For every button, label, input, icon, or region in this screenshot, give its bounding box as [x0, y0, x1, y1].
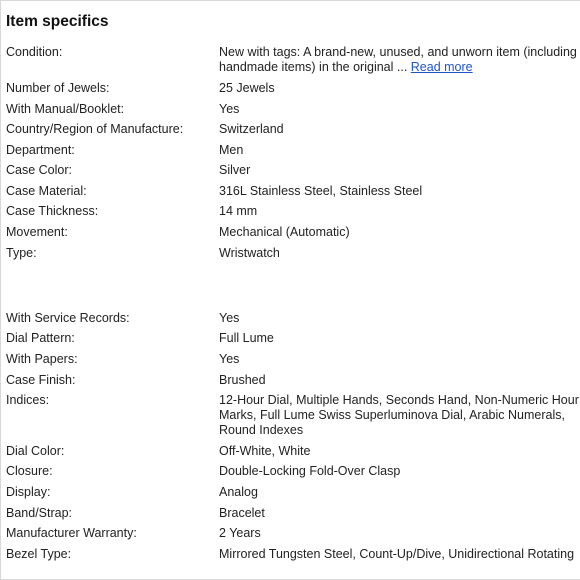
spec-label-country-of-manufacture: Country/Region of Manufacture: [6, 122, 184, 136]
spec-value-case-color: Silver [219, 163, 251, 177]
spec-value-with-papers: Yes [219, 352, 240, 366]
spec-label-with-service-records: With Service Records: [6, 311, 130, 325]
spec-label-closure: Closure: [6, 464, 53, 478]
spec-label-case-thickness: Case Thickness: [6, 204, 99, 218]
spec-value-movement: Mechanical (Automatic) [219, 225, 350, 239]
spec-label-with-papers: With Papers: [6, 352, 78, 366]
spec-label-department: Department: [6, 143, 75, 157]
read-more-link[interactable]: Read more [410, 60, 473, 74]
spec-label-dial-color: Dial Color: [6, 444, 65, 458]
spec-value-country-of-manufacture: Switzerland [219, 122, 284, 136]
spec-label-bezel-type: Bezel Type: [6, 547, 72, 561]
spec-value-manufacturer-warranty: 2 Years [219, 526, 261, 540]
spec-label-with-manual-booklet: With Manual/Booklet: [6, 102, 125, 116]
spec-value-type: Wristwatch [219, 246, 280, 260]
spec-value-dial-color: Off-White, White [219, 444, 311, 458]
spec-value-condition [219, 45, 580, 75]
spec-label-indices: Indices: [6, 393, 50, 407]
spec-label-movement: Movement: [6, 225, 68, 239]
indices-text-line-2: Marks, Full Lume Swiss Superluminova Dial, Arabic Numerals, [219, 408, 565, 422]
spec-label-type: Type: [6, 246, 37, 260]
spec-label-dial-pattern: Dial Pattern: [6, 331, 75, 345]
condition-text-line-1: New with tags: A brand-new, unused, and unworn item (including [219, 45, 577, 59]
spec-value-closure: Double-Locking Fold-Over Clasp [219, 464, 401, 478]
spec-value-with-service-records: Yes [219, 311, 240, 325]
spec-label-number-of-jewels: Number of Jewels: [6, 81, 110, 95]
spec-value-indices [219, 393, 580, 438]
spec-value-band-strap: Bracelet [219, 506, 265, 520]
spec-value-case-thickness: 14 mm [219, 204, 258, 218]
indices-text-line-3: Round Indexes [219, 423, 304, 437]
spec-label-case-finish: Case Finish: [6, 373, 76, 387]
spec-value-display: Analog [219, 485, 258, 499]
spec-label-display: Display: [6, 485, 51, 499]
spec-value-case-finish: Brushed [219, 373, 266, 387]
spec-label-band-strap: Band/Strap: [6, 506, 73, 520]
spec-value-number-of-jewels: 25 Jewels [219, 81, 275, 95]
spec-value-with-manual-booklet: Yes [219, 102, 240, 116]
condition-text-truncated: handmade items) in the original ... [219, 60, 408, 74]
indices-text-line-1: 12-Hour Dial, Multiple Hands, Seconds Hand, Non-Numeric Hour [219, 393, 579, 407]
spec-label-case-color: Case Color: [6, 163, 72, 177]
spec-value-department: Men [219, 143, 244, 157]
spec-label-manufacturer-warranty: Manufacturer Warranty: [6, 526, 137, 540]
condition-text-line-2 [219, 60, 580, 75]
spec-value-bezel-type: Mirrored Tungsten Steel, Count-Up/Dive, Unidirectional Rotating [219, 547, 575, 561]
spec-label-condition: Condition: [6, 45, 63, 59]
section-title: Item specifics [6, 13, 109, 30]
spec-label-case-material: Case Material: [6, 184, 87, 198]
spec-value-case-material: 316L Stainless Steel, Stainless Steel [219, 184, 423, 198]
spec-value-dial-pattern: Full Lume [219, 331, 274, 345]
